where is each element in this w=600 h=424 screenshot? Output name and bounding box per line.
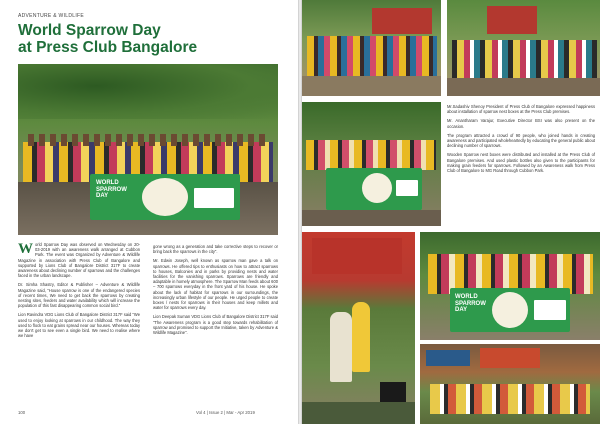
group-photo-banner	[326, 168, 422, 210]
large-banner-logos	[534, 300, 566, 320]
main-group-photo	[18, 64, 278, 235]
issue-info: Vol 4 | Issue 2 | Mar - Apr 2019	[196, 410, 255, 415]
col1-paragraph-2: Dr. Simha Shastry, Editor & Publisher – Adventure & Wildlife Magazine said, "House sparrow is one of the endangered species of recent times, We need to get back the sparrows by creating nesting sites, feeders and water availability which will increase the population of this fast disappearing common social bird."	[18, 282, 140, 309]
banner-logos	[396, 180, 418, 196]
banner-sparrow-icon	[362, 173, 392, 203]
sparrow-illustration	[142, 178, 188, 216]
world-sparrow-day-banner	[90, 174, 240, 220]
right-paragraph-2: Mr. Anantharam Varajur, Executive Director BSI was also present on the occasion.	[447, 118, 595, 129]
headline-line-1: World Sparrow Day	[18, 22, 161, 39]
col2-paragraph-1: gone wrong as a generation and take corrective steps to recover or bring back the sparrows in the city".	[153, 244, 278, 255]
col2-paragraph-2: Mr. Edwin Joseph, well known as sparrow man gave a talk on sparrows. He offered tips to enthusiasts on how to attract sparrows to houses, Balconies and in parks by providing nests and water facilities for the vanishing sparrows. Sparrows are friendly and adaptable in homely atmosphere. The Sparrow Man feeds about 600 – 700 sparrows everyday in the front yard of his house. He spoke about the lack of habitat for sparrows in our surroundings, the increasingly urban lifestyle of our people. He urged people to create boxes / nests for sparrows in their houses and keep millets and water for sparrows every day.	[153, 258, 278, 311]
page-number: 100	[18, 410, 26, 415]
photo-speaker-at-podium	[302, 232, 415, 424]
banner-title: WORLD SPARROW DAY	[96, 180, 127, 199]
col1-paragraph-1: World Sparrow Day was observed on Wednesday on 20-03-2019 with an awareness walk arranged at Cubbon Park. The event was Organized by Adventure & Wildlife Magazine in association with Press Club of Bangalore and supported by Lions Club of Bangalore District 317F to create awareness about declining number of sparrows and the challenges faced in the urban landscape.	[18, 241, 140, 279]
left-column-1	[18, 242, 140, 342]
right-paragraph-3: The program attracted a crowd of 90 people, who joined hands in creating awareness and participated wholeheartedly by educating the general public about declining number of sparrows.	[447, 132, 595, 149]
photo-group-with-banner	[302, 102, 441, 226]
sponsor-logos	[194, 188, 234, 208]
photo-outdoor-gathering-1	[302, 0, 441, 96]
photo-outdoor-gathering-2	[447, 0, 600, 96]
dropcap: W	[18, 241, 33, 257]
right-paragraph-1: Mr.Sadashiv Shenoy President of Press Club of Bangalore expressed happiness about installation of sparrow nest boxes at the Press Club premises.	[447, 104, 595, 115]
large-banner-title: WORLD SPARROW DAY	[455, 294, 486, 313]
headline	[18, 22, 288, 56]
left-page	[0, 0, 298, 424]
photo-nest-box-installation	[420, 344, 600, 424]
right-paragraph-4: Wooden Sparrow nest boxes were distributed and installed at the Press Club of Bangalore premises. And used plastic bottles also given to the participants for making grain feeders for sparrows. Followed by an Awareness walk from Press Club of Bangalore to MG Road through Cubbon Park.	[447, 152, 595, 174]
col1-paragraph-3: Lion Ravindra VDG Lions Club of Bangalore District 317F said "We used to enjoy looking at sparrows in our childhood. The way they used to flock to eat grains spread near our houses. Whereas today we don't get to see even a single bird. We need to realise where we have	[18, 312, 140, 339]
large-banner-sparrow	[492, 292, 528, 328]
section-label: ADVENTURE & WILDLIFE	[18, 13, 85, 19]
large-banner	[450, 288, 570, 332]
left-column-2	[153, 244, 278, 339]
headline-line-2: at Press Club Bangalore	[18, 39, 198, 56]
right-column	[447, 104, 595, 177]
photo-group-holding-banner	[420, 232, 600, 340]
col2-paragraph-3: Lion Deepak Suman VDG Lions Club of Bangalore District 317F said "The Awareness program is a good step towards rehabilitation of sparrow and promised to support the Initiative, taken by Adventure & Wildlife Magazine".	[153, 314, 278, 336]
